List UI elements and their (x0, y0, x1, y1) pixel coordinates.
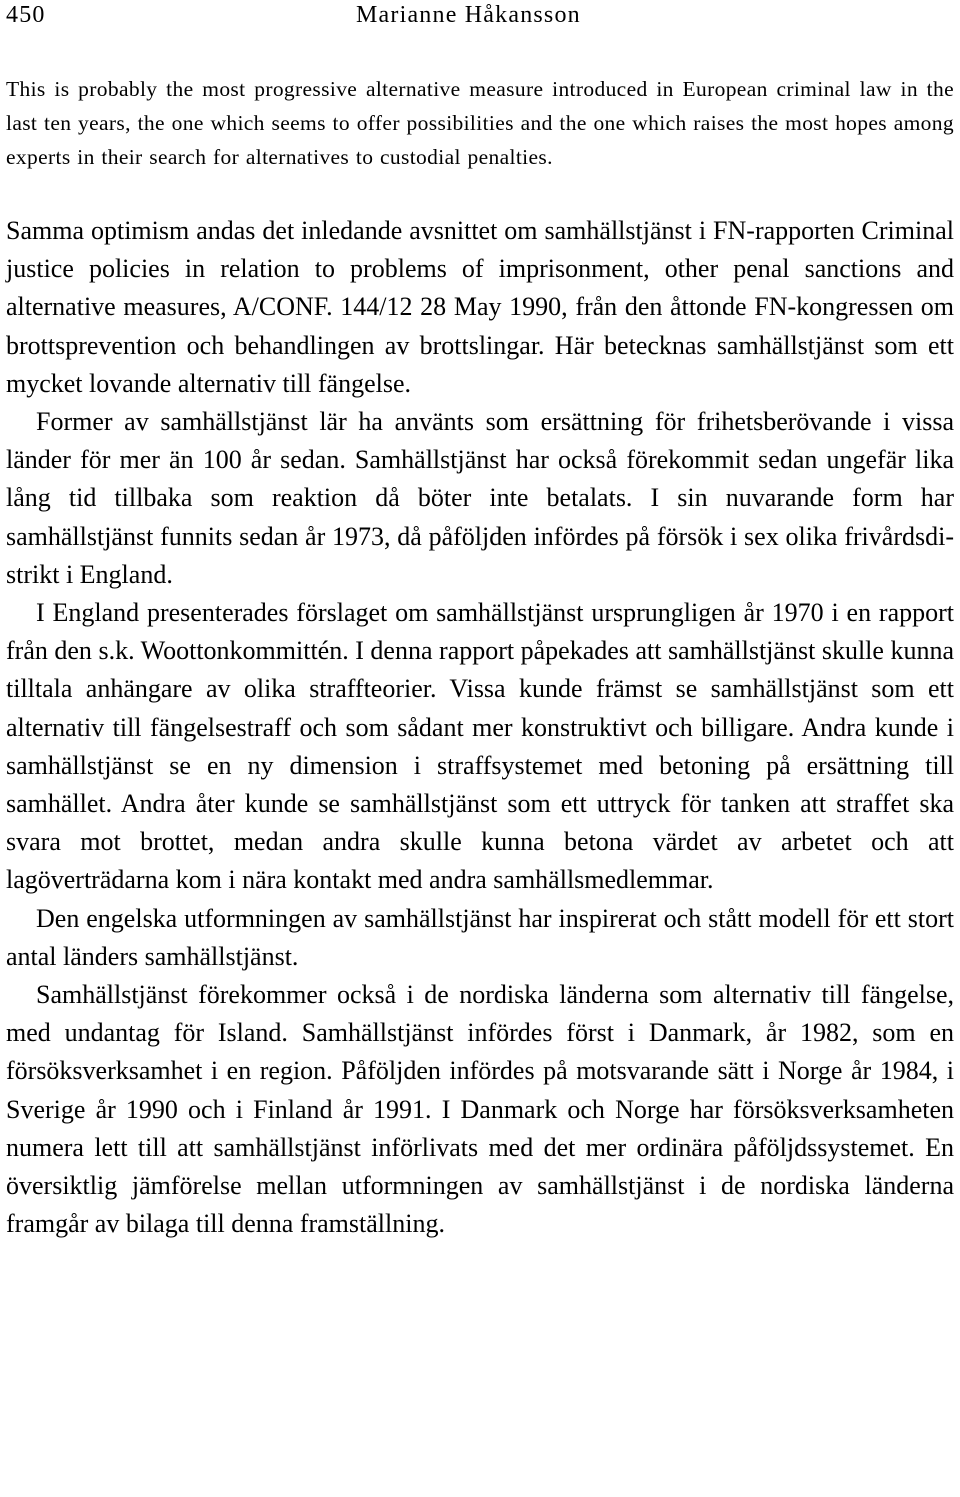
body-paragraph: Den engelska utformningen av samhällstjänst har inspirerat och stått modell för ett stort antal länders samhällstjänst. (6, 903, 954, 971)
running-header (6, 0, 954, 30)
body-paragraph: I England presenterades förslaget om samhällstjänst ursprungligen år 1970 i en rapport från den s.k. Woottonkommittén. I denna rapport påpekades att samhällstjänst skulle kunna tilltala anhängare av olika straffteorier. Vissa kunde främst se samhällstjänst som ett alternativ till fängelsestraff och som sådant mer konstruktivt och billigare. Andra kunde i samhällstjänst se en ny dimension i straffsystemet med betoning på ersättning till samhället. Andra åter kunde se samhällstjänst som ett uttryck för tanken att straffet ska svara mot brottet, medan andra skulle kunna betona värdet av arbetet och att lagöverträdarna kom i nära kontakt med andra samhällsmedlemmar. (6, 598, 954, 895)
paragraph-gap (6, 174, 954, 212)
body-paragraph: Samma optimism andas det inledande avsnittet om samhällstjänst i FN-rapporten Criminal justice policies in relation to problems of imprisonment, other penal sanctions and alternative measures, A/CONF. 144/12 28 May 1990, från den åttonde FN-kongressen om brottsprevention och behandlingen av brottslingar. Här betecknas samhällstjänst som ett mycket lovande alternativ till fängelse. (6, 216, 954, 398)
block-quote: This is probably the most progressive alternative measure introduced in European criminal law in the last ten years, the one which seems to offer possibilities and the one which raises the most hopes among experts in their search for alternatives to custodial penalties. (6, 77, 954, 169)
page-number: 450 (6, 2, 46, 28)
body-paragraph: Samhällstjänst förekommer också i de nordiska länderna som alternativ till fängelse, med undantag för Island. Samhällstjänst infördes först i Danmark, år 1982, som en försöksverksamhet i en region. Påföljden infördes på motsvarande sätt i Norge år 1984, i Sverige år 1990 och i Finland år 1991. I Danmark och Norge har försöksverksamheten numera lett till att samhällstjänst införlivats med det mer ordinära påföljdssystemet. En översiktlig jämförelse mellan utformningen av samhällstjänst i de nordiska länderna framgår av bilaga till denna framställning. (6, 980, 954, 1239)
running-header-author: Marianne Håkansson (356, 2, 581, 28)
body-text (6, 212, 954, 1243)
body-paragraph: Former av samhällstjänst lär ha använts som ersättning för frihetsberövande i vissa länder för mer än 100 år sedan. Samhällstjänst har också förekommit sedan ungefär lika lång tid tillbaka som reaktion då böter inte betalats. I sin nuvarande form har samhällstjänst funnits sedan år 1973, då påföljden infördes på försök i sex olika frivårdsdistrikt i England. (6, 407, 954, 589)
document-page (6, 0, 954, 1243)
